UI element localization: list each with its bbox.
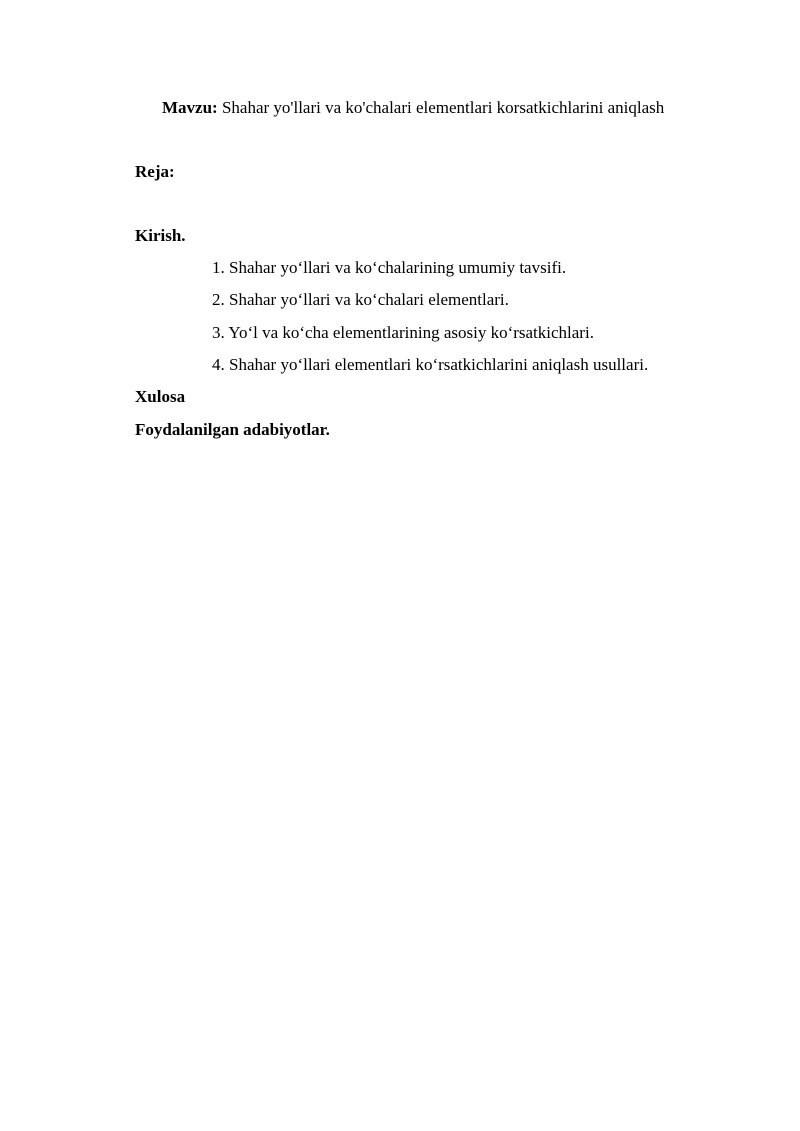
topic-text: Shahar yo'llari va ko'chalari elementlari korsatkichlarini aniqlash [217,98,665,117]
plan-heading: Reja: [135,162,175,181]
plan-item-number: 4. [212,355,229,374]
conclusion-heading: Xulosa [135,387,186,406]
topic-line [162,98,664,118]
plan-item [212,290,509,310]
topic-label: Mavzu: [162,98,218,117]
plan-item-text: Yo‘l va ko‘cha elementlarining asosiy ko‘rsatkichlari. [228,323,594,342]
plan-item-text: Shahar yo‘llari va ko‘chalari elementlari. [229,290,509,309]
intro-heading: Kirish. [135,226,186,245]
plan-item-text: Shahar yo‘llari elementlari ko‘rsatkichlarini aniqlash usullari. [229,355,649,374]
plan-item-text: Shahar yo‘llari va ko‘chalarining umumiy tavsifi. [229,258,567,277]
plan-item-number: 3. [212,323,229,342]
plan-item [212,355,648,375]
plan-item [212,258,566,278]
plan-item-number: 1. [212,258,229,277]
references-heading: Foydalanilgan adabiyotlar. [135,420,330,439]
plan-item-number: 2. [212,290,229,309]
plan-item [212,323,594,343]
